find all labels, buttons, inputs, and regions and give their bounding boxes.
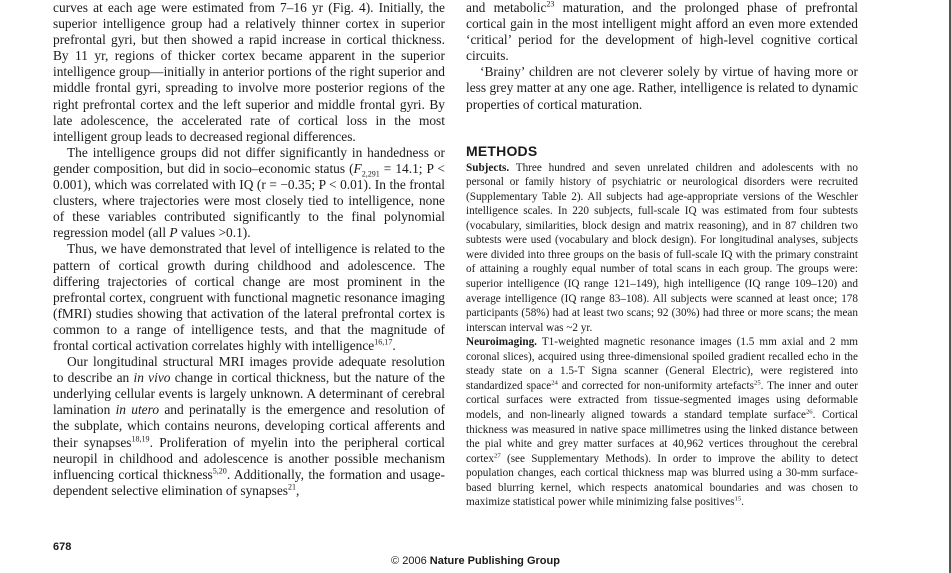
copyright-symbol: ©	[391, 555, 400, 567]
methods-heading: METHODS	[466, 142, 538, 159]
reference-superscript: 5,20	[212, 466, 227, 476]
reference-superscript: 27	[493, 451, 501, 459]
neuroimaging-label: Neuroimaging.	[466, 336, 537, 349]
neuroimaging-paragraph: Neuroimaging. T1-weighted magnetic resonance images (1.5 mm axial and 2 mm coronal slices), acquired using three-dimensional spoiled gradient recalled echo in the steady state on a 1.5-T Signa scanner (General Electric), were registered into standardized space$^{24}$ and corrected for non-uniformity artefacts$^{25}$. The inner and outer cortical surfaces were extracted from tissue-segmented images using deformable models, and non-linearly aligned towards a standard template surface$^{26}$. Cortical thickness was measured in native space millimetres using the linked distance between the pial white and grey matter surfaces at 40,962 vertices throughout the cerebral cortex$^{27}$ (see Supplementary Methods). In order to improve the ability to detect population changes, each cortical thickness map was blurred using a 30-mm surface-based blurring kernel, which respects anatomical boundaries and was chosen to maximize statistical power while minimizing false positives$^{15}$.	[466, 336, 858, 509]
paragraph: ‘Brainy’ children are not cleverer solely by virtue of having more or less grey matter at any one age. Rather, intelligence is related to dynamic properties of cortical maturation.	[466, 64, 858, 112]
subjects-label: Subjects.	[466, 161, 510, 174]
reference-superscript: 25	[753, 379, 761, 387]
publisher-name: Nature Publishing Group	[429, 555, 560, 567]
paragraph: Our longitudinal structural MRI images provide adequate resolution to describe an in vivo change in cortical thickness, but the nature of the underlying cellular events is largely unknown. A determinant of cerebral lamination in utero and perinatally is the emergence and resolution of the subplate, which contains neurons, developing cortical afferents and their synapses$^{18,19}$. Proliferation of myelin into the peripheral cortical neuropil in childhood and adolescence is another possible mechanism influencing cortical thickness$^{5,20}$. Additionally, the formation and usage-dependent selective elimination of synapses$^{21}$,	[53, 354, 446, 498]
left-column	[53, 0, 445, 499]
reference-superscript: 18,19	[131, 434, 150, 444]
reference-superscript: 23	[546, 0, 555, 9]
right-column	[466, 0, 858, 510]
paragraph: and metabolic$^{23}$ maturation, and the prolonged phase of prefrontal cortical gain in the most intelligent might afford an even more extended ‘critical’ period for the development of high-level cognitive cortical circuits.	[466, 0, 858, 64]
page-number: 678	[53, 541, 72, 553]
paragraph: The intelligence groups did not differ significantly in handedness or gender composition, but did in socio–economic status ($F_{2,291} = 14.1$; P < 0.001), which was correlated with IQ (r = −0.35; P < 0.01). In the frontal clusters, where trajectories were most closely tied to intelligence, none of these variables contributed significantly to the final polynomial regression model (all P values >0.1).	[53, 144, 445, 241]
reference-superscript: 26	[805, 408, 813, 416]
reference-superscript: 16,17	[374, 337, 393, 347]
reference-superscript: 24	[551, 379, 558, 387]
paragraph: Thus, we have demonstrated that level of intelligence is related to the pattern of cortical growth during childhood and adolescence. The differing trajectories of cortical change are most prominent in the prefrontal cortex, congruent with functional magnetic resonance imaging (fMRI) studies showing that activation of the lateral prefrontal cortex is common to a range of intelligence tests, and that the magnitude of frontal cortical activation correlates highly with intelligence$^{16,17}$.	[53, 241, 445, 353]
copyright-year: 2006	[402, 555, 427, 567]
subjects-paragraph: Subjects. Three hundred and seven unrelated children and adolescents with no personal or family history of psychiatric or neurological disorders were recruited (Supplementary Table 2). All subjects had age-appropriate versions of the Weschler intelligence scales. In 220 subjects, full-scale IQ was estimated from four subtests (vocabulary, similarities, block design and matrix reasoning), and in 87 children two subtests were used (vocabulary and block design). For longitudinal analyses, subjects were divided into three groups on the basis of full-scale IQ with the primary constraint of attaining a roughly equal number of total scans in each group. The groups were: superior intelligence (IQ range 121–149), high intelligence (IQ range 109–120) and average intelligence (IQ range 83–108). All subjects were scanned at least once; 178 participants (58%) had at least two scans; 92 (30%) had three or more scans; the mean interscan interval was ~2 yr.	[466, 161, 858, 334]
paragraph: curves at each age were estimated from 7–16 yr (Fig. 4). Initially, the superior intelligence group had a relatively thinner cortex in superior prefrontal gyri, but then showed a rapid increase in cortical thickness. By 11 yr, regions of thicker cortex became apparent in the superior intelligence group—initially in anterior portions of the right superior and middle frontal gyri, spreading to involve more posterior regions of the right prefrontal cortex and the left superior and middle frontal gyri. By late adolescence, the accelerated rate of cortical loss in the most intelligent group leads to decreased regional differences.	[53, 0, 445, 144]
reference-superscript: 21	[288, 482, 297, 492]
reference-superscript: 15	[734, 495, 742, 503]
copyright-footer	[0, 555, 951, 567]
